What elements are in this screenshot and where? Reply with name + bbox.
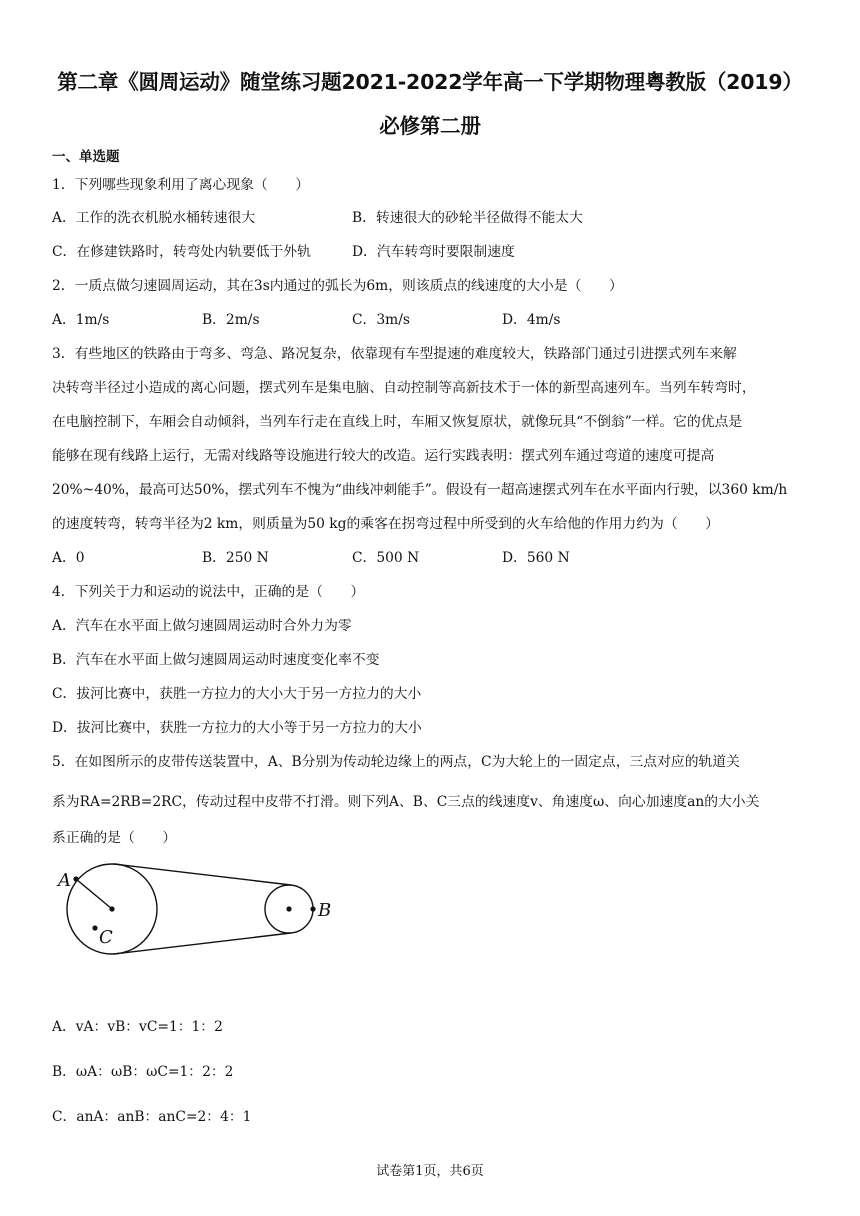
question-4-option-b: B．汽车在水平面上做匀速圆周运动时速度变化率不变 (52, 652, 380, 668)
label-b: B (318, 900, 332, 921)
question-4-option-a: A．汽车在水平面上做匀速圆周运动时合外力为零 (52, 618, 352, 634)
question-3-stem-line: 20%~40%，最高可达50%，摆式列车不愧为“曲线冲刺能手”。假设有一超高速摆式列车在水平面内行驶，以360 km/h (52, 482, 788, 498)
section-heading: 一、单选题 (52, 149, 120, 165)
question-3-stem-line: 的速度转弯，转弯半径为2 km，则质量为50 kg的乘客在拐弯过程中所受到的火车给他的作用力约为（ ） (52, 516, 720, 532)
radius-line (76, 879, 112, 909)
question-3-option-a: A．0 (52, 550, 85, 566)
question-1-option-d: D．汽车转弯时要限制速度 (352, 244, 515, 260)
question-1-option-a: A．工作的洗衣机脱水桶转速很大 (52, 210, 256, 226)
question-3-option-b: B．250 N (202, 550, 269, 566)
point-b (310, 906, 315, 911)
question-2-option-b: B．2m/s (202, 312, 260, 328)
question-5-stem-line: 系为RA=2RB=2RC，传动过程中皮带不打滑。则下列A、B、C三点的线速度v、角速度ω、向心加速度an的大小关 (52, 794, 760, 810)
point-a (73, 876, 78, 881)
question-3-stem-line: 能够在现有线路上运行，无需对线路等设施进行较大的改造。运行实践表明：摆式列车通过弯道的速度可提高 (52, 448, 715, 464)
document-title (20, 60, 840, 148)
large-pulley-center (109, 906, 114, 911)
question-2-option-a: A．1m/s (52, 312, 110, 328)
question-5-stem-line: 系正确的是（ ） (52, 830, 177, 846)
question-5-option-c: C．anA：anB：anC=2：4：1 (52, 1109, 252, 1125)
point-c (92, 925, 97, 930)
page-footer: 试卷第1页，共6页 (376, 1164, 484, 1179)
question-4-option-c: C．拔河比赛中，获胜一方拉力的大小大于另一方拉力的大小 (52, 686, 422, 702)
small-pulley-center (286, 906, 291, 911)
question-1-option-b: B．转速很大的砂轮半径做得不能太大 (352, 210, 583, 226)
question-4-option-d: D．拔河比赛中，获胜一方拉力的大小等于另一方拉力的大小 (52, 720, 422, 736)
question-4-stem: 4．下列关于力和运动的说法中，正确的是（ ） (52, 584, 365, 600)
title-line-2: 必修第二册 (379, 114, 481, 138)
title-line-1: 第二章《圆周运动》随堂练习题2021-2022学年高一下学期物理粤教版（2019） (57, 70, 803, 94)
belt-pulley-figure (52, 858, 352, 968)
question-3-stem-line: 在电脑控制下，车厢会自动倾斜，当列车行走在直线上时，车厢又恢复原状，就像玩具“不倒翁”一样。它的优点是 (52, 414, 743, 430)
question-5-option-b: B．ωA：ωB：ωC=1：2：2 (52, 1064, 234, 1080)
question-5-stem-line: 5．在如图所示的皮带传送装置中，A、B分别为传动轮边缘上的两点，C为大轮上的一固定点，三点对应的轨道关 (52, 754, 740, 770)
question-1-option-c: C．在修建铁路时，转弯处内轨要低于外轨 (52, 244, 311, 260)
question-3-option-c: C．500 N (352, 550, 420, 566)
question-2-stem: 2．一质点做匀速圆周运动，其在3s内通过的弧长为6m，则该质点的线速度的大小是（ ） (52, 278, 623, 294)
label-c: C (99, 927, 113, 948)
question-3-option-d: D．560 N (502, 550, 570, 566)
question-2-option-c: C．3m/s (352, 312, 410, 328)
question-5-option-a: A．vA：vB：vC=1：1：2 (52, 1019, 223, 1035)
question-2-option-d: D．4m/s (502, 312, 561, 328)
label-a: A (58, 870, 71, 891)
question-3-stem-line: 3．有些地区的铁路由于弯多、弯急、路况复杂，依靠现有车型提速的难度较大，铁路部门通过引进摆式列车来解 (52, 346, 737, 362)
question-3-stem-line: 决转弯半径过小造成的离心问题，摆式列车是集电脑、自动控制等高新技术于一体的新型高速列车。当列车转弯时， (52, 380, 756, 396)
question-1-stem: 1．下列哪些现象利用了离心现象（ ） (52, 177, 310, 193)
